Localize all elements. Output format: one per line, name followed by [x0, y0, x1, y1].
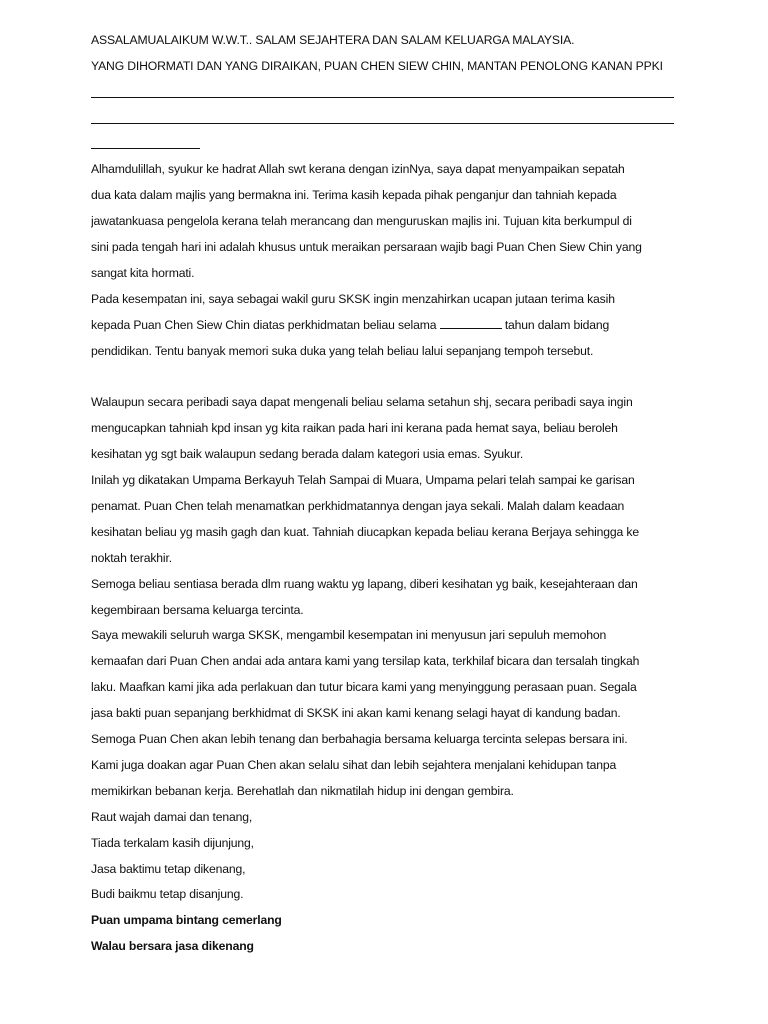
text-after-blank: tahun dalam bidang [501, 317, 610, 332]
paragraph-line: noktah terakhir. [91, 550, 172, 565]
paragraph-line: kegembiraan bersama keluarga tercinta. [91, 602, 304, 617]
paragraph-line: kesihatan yg sgt baik walaupun sedang berada dalam kategori usia emas. Syukur. [91, 447, 524, 462]
paragraph-line: Semoga beliau sentiasa berada dlm ruang waktu yg lapang, diberi kesihatan yg baik, kesejahteraan dan [91, 576, 638, 591]
paragraph-line: Semoga Puan Chen akan lebih tenang dan berbahagia bersama keluarga tercinta selepas bersara ini. [91, 732, 628, 747]
paragraph-line-with-blank [91, 313, 681, 339]
paragraph-line: Walaupun secara peribadi saya dapat mengenali beliau selama setahun shj, secara peribadi saya ingin [91, 395, 633, 410]
poem-line: Tiada terkalam kasih dijunjung, [91, 835, 254, 850]
blank-rule [91, 106, 681, 132]
poem-line: Raut wajah damai dan tenang, [91, 809, 253, 824]
greeting-line: ASSALAMUALAIKUM W.W.T.. SALAM SEJAHTERA DAN SALAM KELUARGA MALAYSIA. [91, 33, 575, 47]
addressee-line: YANG DIHORMATI DAN YANG DIRAIKAN, PUAN CHEN SIEW CHIN, MANTAN PENOLONG KANAN PPKI [91, 58, 663, 73]
paragraph-line: jawatankuasa pengelola kerana telah merancang dan menguruskan majlis ini. Tujuan kita berkumpul di [91, 214, 632, 229]
paragraph-line: sini pada tengah hari ini adalah khusus untuk meraikan persaraan wajib bagi Puan Chen Siew Chin yang [91, 240, 642, 255]
blank-rule [91, 80, 681, 106]
paragraph-line: Alhamdulillah, syukur ke hadrat Allah swt kerana dengan izinNya, saya dapat menyampaikan sepatah [91, 162, 625, 177]
poem-line-bold: Puan umpama bintang cemerlang [91, 913, 282, 928]
paragraph-line: Kami juga doakan agar Puan Chen akan selalu sihat dan lebih sejahtera menjalani kehidupan tanpa [91, 757, 617, 772]
paragraph-line: mengucapkan tahniah kpd insan yg kita raikan pada hari ini kerana pada hemat saya, beliau beroleh [91, 421, 618, 436]
paragraph-line: kesihatan beliau yg masih gagh dan kuat. Tahniah diucapkan kepada beliau kerana Berjaya sehingga ke [91, 524, 639, 539]
poem-line: Budi baikmu tetap disanjung. [91, 887, 244, 902]
paragraph-spacer [91, 365, 681, 391]
paragraph-line: pendidikan. Tentu banyak memori suka duka yang telah beliau lalui sepanjang tempoh tersebut. [91, 343, 594, 358]
paragraph-line: memikirkan bebanan kerja. Berehatlah dan nikmatilah hidup ini dengan gembira. [91, 783, 514, 798]
poem-line-bold: Walau bersara jasa dikenang [91, 939, 254, 954]
paragraph-line: Pada kesempatan ini, saya sebagai wakil guru SKSK ingin menzahirkan ucapan jutaan terima kasih [91, 291, 615, 306]
poem-line: Jasa baktimu tetap dikenang, [91, 861, 246, 876]
paragraph-line: jasa bakti puan sepanjang berkhidmat di SKSK ini akan kami kenang selagi hayat di kandung badan. [91, 706, 621, 721]
paragraph-line: laku. Maafkan kami jika ada perlakuan dan tutur bicara kami yang menyinggung perasaan puan. Segala [91, 680, 637, 695]
text-before-blank: kepada Puan Chen Siew Chin diatas perkhidmatan beliau selama [91, 317, 440, 332]
blank-rule [91, 132, 681, 158]
paragraph-line: Inilah yg dikatakan Umpama Berkayuh Telah Sampai di Muara, Umpama pelari telah sampai ke garisan [91, 473, 635, 488]
paragraph-line: kemaafan dari Puan Chen andai ada antara kami yang tersilap kata, terkhilaf bicara dan tersalah tingkah [91, 654, 640, 669]
fill-in-blank [440, 318, 502, 329]
speech-document [91, 28, 681, 960]
paragraph-line: Saya mewakili seluruh warga SKSK, mengambil kesempatan ini menyusun jari sepuluh memohon [91, 628, 607, 643]
paragraph-line: dua kata dalam majlis yang bermakna ini. Terima kasih kepada pihak penganjur dan tahniah kepada [91, 188, 617, 203]
paragraph-line: penamat. Puan Chen telah menamatkan perkhidmatannya dengan jaya sekali. Malah dalam keadaan [91, 499, 625, 514]
paragraph-line: sangat kita hormati. [91, 266, 195, 281]
